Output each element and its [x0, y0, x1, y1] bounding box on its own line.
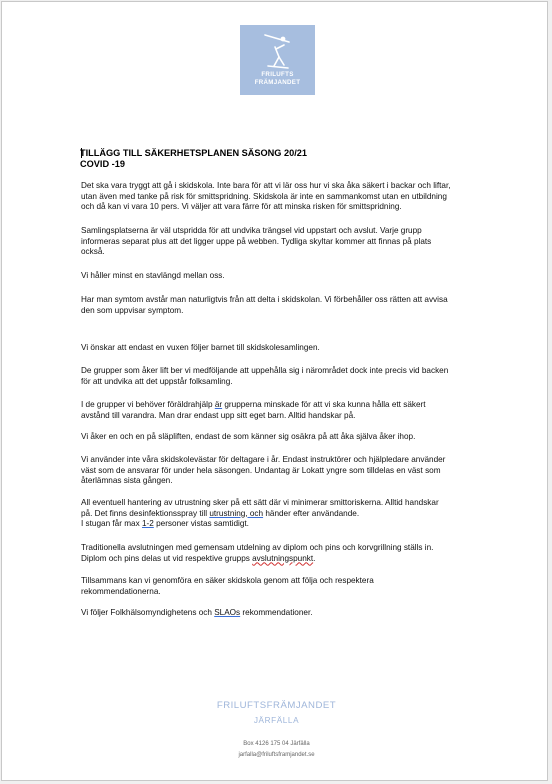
paragraph-ending-ceremony — [81, 543, 511, 564]
text-line: Vi önskar att endast en vuxen följer barnet till skidskolesamlingen. — [81, 343, 320, 352]
footer-email: jarfalla@friluftsframjandet.se — [238, 752, 315, 758]
document-title: TILLÄGG TILL SÄKERHETSPLANEN SÄSONG 20/21 — [80, 148, 307, 158]
document-subtitle: COVID -19 — [80, 159, 125, 169]
text-line: återlämnas sista gången. — [81, 476, 173, 485]
paragraph-drag-lift — [81, 432, 511, 443]
paragraph-together — [81, 576, 511, 597]
text-line — [81, 509, 511, 520]
text-line: den som uppvisar symptom. — [81, 305, 184, 315]
footer-organization: FRILUFTSFRÄMJANDET — [216, 700, 337, 711]
text-line: De grupper som åker lift ber vi medföljande att uppehålla sig i närområdet dock inte precis vid backen — [81, 366, 449, 375]
text-line: Samlingsplatserna är väl utspridda för att undvika trängsel vid uppstart och avslut. Varje grupp — [81, 226, 422, 235]
text-run: händer efter användande. — [263, 508, 360, 518]
grammar-flagged-word[interactable]: är — [214, 400, 223, 409]
paragraph-parent-help — [81, 400, 511, 421]
text-line: Det ska vara tryggt att gå i skidskola. Inte bara för att vi lär oss hur vi ska åka säkert i backar och liftar, — [81, 181, 451, 190]
text-line: också. — [81, 247, 105, 256]
text-line: Har man symtom avstår man naturligtvis från att delta i skidskolan. Vi förbehåller oss rätten att avvisa — [81, 295, 448, 304]
text-line: informeras separat plus att det ligger uppe på webben. Tydliga skyltar kommer att finnas på plats — [81, 236, 432, 246]
text-run: grupperna minskade för att vi ska kunna hålla ett säkert — [222, 400, 426, 409]
text-line: och då kan vi vara 10 pers. Vi väljer att vara färre för att minska risken för smittspridning. — [81, 202, 402, 211]
text-line — [81, 554, 511, 565]
text-line: Vi åker en och en på släpliften, endast de som känner sig osäkra på att åka själva åker ihop. — [81, 432, 416, 441]
paragraph-vests — [81, 455, 511, 487]
text-run: rekommendationer. — [240, 608, 313, 617]
text-line: väst som de ansvarar för under hela säsongen. Undantag är Lokatt yngre som tilldelas en väst som — [81, 465, 441, 475]
text-line: rekommendationerna. — [81, 586, 161, 596]
logo-text-line2: FRÄMJANDET — [254, 79, 301, 86]
paragraph-one-adult — [81, 343, 511, 354]
text-line: Vi håller minst en stavlängd mellan oss. — [81, 271, 225, 280]
text-line: för att undvika att det uppstår folksamling. — [81, 376, 233, 386]
footer-address: Box 4126 175 04 Järfälla — [243, 741, 310, 747]
text-run: Diplom och pins delas ut vid respektive grupps — [81, 553, 253, 563]
text-line: Tillsammans kan vi genomföra en säker skidskola genom att följa och respektera — [81, 576, 374, 585]
paragraph-equipment — [81, 498, 511, 530]
text-line: All eventuell hantering av utrustning sker på ett sätt där vi minimerar smittoriskerna. Alltid handskar — [81, 498, 439, 507]
text-run: på. Det finns desinfektionsspray till — [81, 508, 210, 518]
paragraph-intro — [81, 181, 511, 213]
paragraph-gathering-places — [81, 226, 511, 258]
grammar-flagged-phrase[interactable]: utrustning, och — [209, 508, 264, 518]
footer-city: JÄRFÄLLA — [253, 716, 300, 725]
paragraph-symptoms — [81, 295, 511, 316]
skier-icon — [262, 33, 294, 69]
text-line: Traditionella avslutningen med gemensam utdelning av diplom och pins och korvgrillning ställs in. — [81, 543, 434, 552]
spelling-flagged-word[interactable]: avslutningspunkt — [252, 553, 314, 563]
text-line: Vi använder inte våra skidskolevästar för deltagare i år. Endast instruktörer och hjälpledare använder — [81, 455, 446, 464]
text-run: personer vistas samtidigt. — [153, 519, 249, 528]
text-run: Vi följer Folkhälsomyndighetens och — [81, 608, 215, 617]
text-run: I stugan får max — [81, 519, 142, 528]
paragraph-lift-groups — [81, 366, 511, 387]
document-page — [1, 1, 548, 781]
text-line — [81, 608, 511, 619]
grammar-flagged-word[interactable]: SLAOs — [214, 608, 241, 617]
text-run: I de grupper vi behöver föräldrahjälp — [81, 400, 215, 409]
text-line: avstånd till varandra. Man drar endast upp sitt eget barn. Alltid handskar på. — [81, 410, 356, 420]
paragraph-distance — [81, 271, 511, 282]
grammar-flagged-number[interactable]: 1-2 — [141, 519, 154, 528]
text-line: utan även med tanke på risk för smittspridning. Skidskola är inte en sammankomst utan en utbildning — [81, 191, 447, 201]
logo-text-line1: FRILUFTS — [261, 71, 294, 78]
text-line — [81, 519, 511, 530]
text-line — [81, 400, 511, 411]
friluftsframjandet-logo — [240, 25, 315, 95]
paragraph-recommendations — [81, 608, 511, 619]
text-run: . — [313, 553, 316, 563]
